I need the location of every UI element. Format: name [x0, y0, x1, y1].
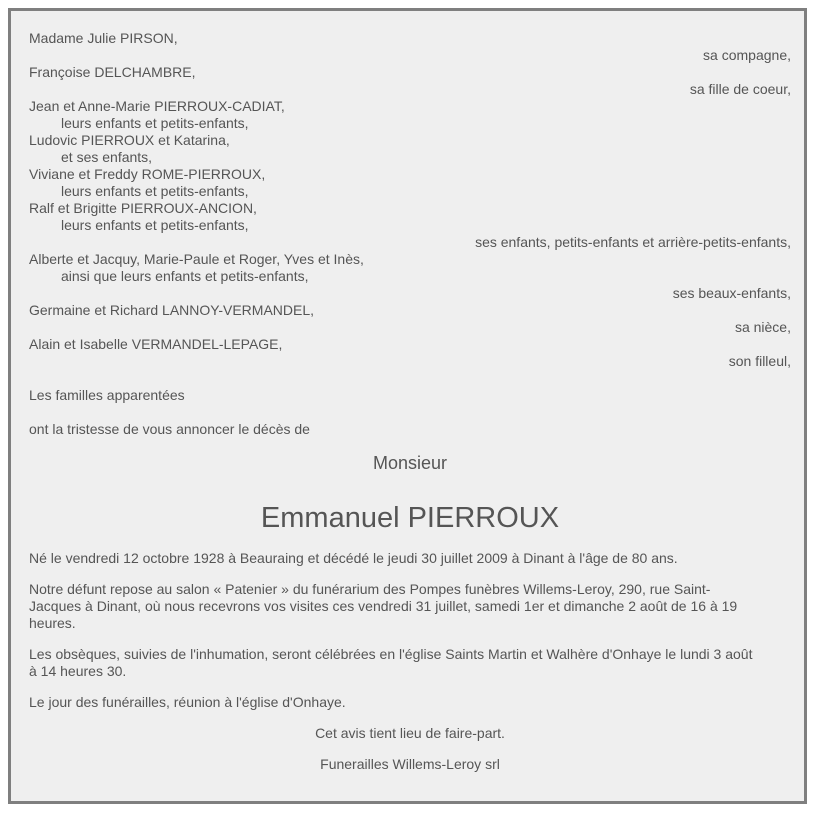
- family-relation: sa fille de coeur,: [689, 81, 791, 97]
- family-name: Françoise DELCHAMBRE,: [29, 64, 196, 80]
- meeting-line: Le jour des funérailles, réunion à l'église d'Onhaye.: [29, 694, 346, 710]
- birth-death-line: Né le vendredi 12 octobre 1928 à Beauraing et décédé le jeudi 30 juillet 2009 à Dinant à l'âge de 80 ans.: [29, 550, 678, 566]
- niece-relation: sa nièce,: [734, 319, 791, 335]
- in-laws-relation: ses beaux-enfants,: [672, 285, 791, 301]
- families-line: Les familles apparentées: [29, 387, 185, 403]
- announce-line: ont la tristesse de vous annoncer le décès de: [29, 421, 310, 437]
- in-laws-names: Alberte et Jacquy, Marie-Paule et Roger, Yves et Inès,: [29, 251, 364, 267]
- resting-line: Notre défunt repose au salon « Patenier » du funérarium des Pompes funèbres Willems-Leroy, 290, rue Saint-: [29, 581, 711, 597]
- child-name: Viviane et Freddy ROME-PIERROUX,: [29, 166, 266, 182]
- notice-line: Cet avis tient lieu de faire-part.: [315, 725, 505, 741]
- family-name: Madame Julie PIRSON,: [29, 30, 178, 46]
- resting-line: Jacques à Dinant, où nous recevrons vos visites ces vendredi 31 juillet, samedi 1er et dimanche 2 août de 16 à 19: [29, 598, 738, 614]
- funeral-line: Les obsèques, suivies de l'inhumation, seront célébrées en l'église Saints Martin et Walhère d'Onhaye le lundi 3 août: [29, 646, 753, 662]
- niece-name: Germaine et Richard LANNOY-VERMANDEL,: [29, 302, 315, 318]
- company-name: Funerailles Willems-Leroy srl: [320, 756, 500, 772]
- child-descendants: leurs enfants et petits-enfants,: [61, 183, 249, 199]
- godson-name: Alain et Isabelle VERMANDEL-LEPAGE,: [29, 336, 283, 352]
- funeral-line: à 14 heures 30.: [29, 663, 127, 679]
- child-name: Ludovic PIERROUX et Katarina,: [29, 132, 230, 148]
- child-descendants: leurs enfants et petits-enfants,: [61, 217, 249, 233]
- in-laws-descendants: ainsi que leurs enfants et petits-enfants,: [61, 268, 309, 284]
- funeral-paragraph: [29, 646, 791, 680]
- child-name: Ralf et Brigitte PIERROUX-ANCION,: [29, 200, 257, 216]
- deceased-name: Emmanuel PIERROUX: [260, 502, 560, 534]
- obituary-content: [29, 30, 791, 773]
- resting-paragraph: [29, 581, 791, 632]
- child-name: Jean et Anne-Marie PIERROUX-CADIAT,: [29, 98, 285, 114]
- family-relation: sa compagne,: [703, 47, 791, 63]
- child-descendants: et ses enfants,: [61, 149, 153, 165]
- resting-line: heures.: [29, 615, 76, 631]
- deceased-title: Monsieur: [372, 453, 448, 473]
- children-relation: ses enfants, petits-enfants et arrière-petits-enfants,: [475, 234, 791, 250]
- child-descendants: leurs enfants et petits-enfants,: [61, 115, 249, 131]
- obituary-card: [8, 8, 807, 804]
- godson-relation: son filleul,: [728, 353, 791, 369]
